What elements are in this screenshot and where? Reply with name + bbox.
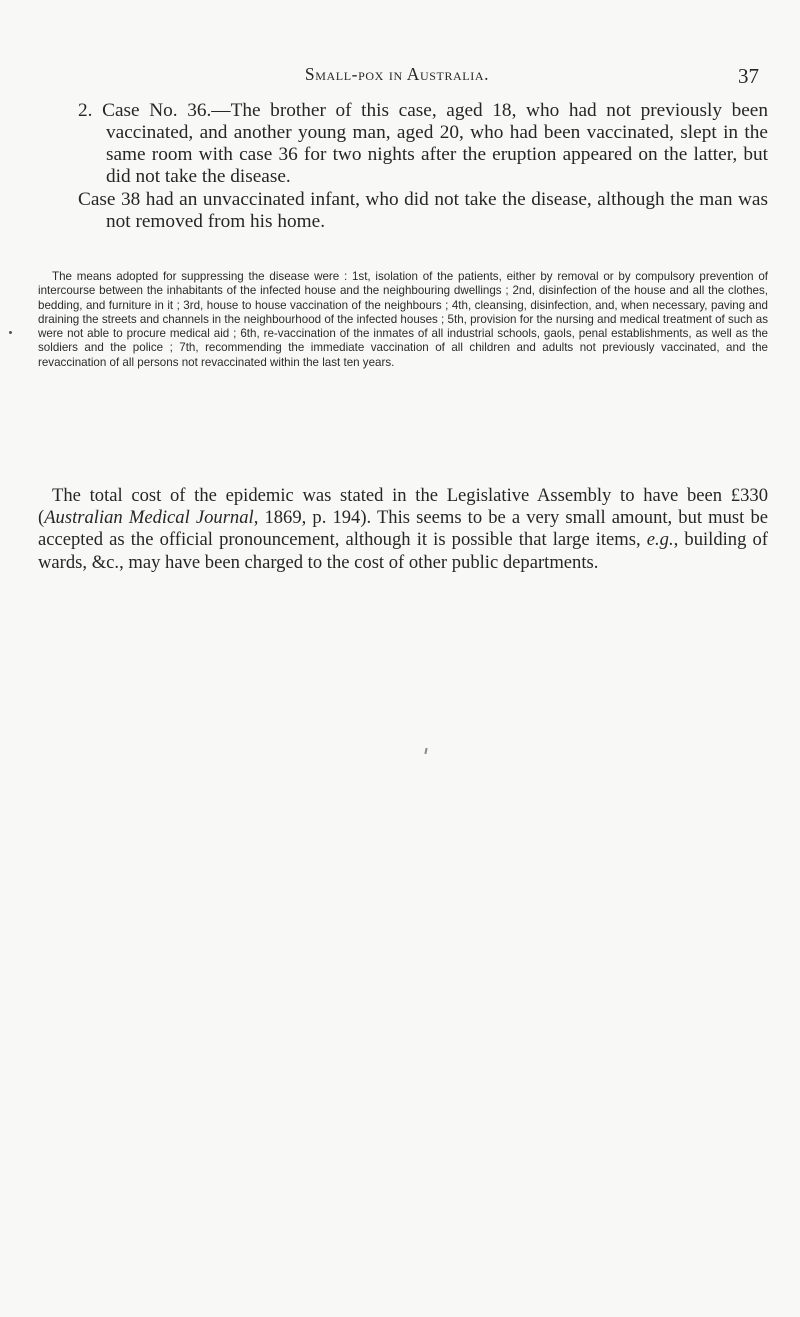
page-header [0,64,800,94]
cost-text-start: The total cost of the epidemic was stated in the Legislative Assembly to have been £330 ( [38,485,768,529]
page-number: 37 [738,64,759,88]
eg-abbreviation: e.g. [646,529,674,551]
case-38-paragraph: Case 38 had an unvaccinated infant, who did not take the disease, although the man was not removed from his home. [78,189,768,232]
stray-page-mark [424,748,427,754]
case-36-paragraph: 2. Case No. 36.—The brother of this case, aged 18, who had not previously been vaccinated, and another young man, aged 20, who had been vaccinated, slept in the same room with case 36 for two nights after the eruption appeared on the latter, but did not take the disease. [78,100,768,187]
cost-text-end: , building of wards, &c., may have been charged to the cost of other public departments. [38,529,768,573]
suppression-measures-paragraph: The means adopted for suppressing the disease were : 1st, isolation of the patients, either by removal or by compulsory prevention of intercourse between the inhabitants of the infected house and the neighbouring dwellings ; 2nd, disinfection of the house and all the clothes, bedding, and furniture in it ; 3rd, house to house vaccination of the neighbours ; 4th, cleansing, disinfection, and, when necessary, paving and draining the streets and channels in the neighbourhood of the infected houses ; 5th, provision for the nursing and medical treatment of such as were not able to procure medical aid ; 6th, re-vaccination of the inmates of all industrial schools, gaols, penal establishments, as well as the soldiers and the police ; 7th, recommending the immediate vaccination of all children and adults not previously vaccinated, and the revaccination of all persons not revaccinated within the last ten years. [38,270,768,369]
quoted-case-notes [78,100,768,233]
margin-speck [9,331,12,334]
cost-text-citation: , 1869, p. 194). This seems to be a very small amount, but must be accepted as the official pronouncement, although it is possible that large items, [38,507,768,551]
running-title: Small-pox in Australia. [304,64,490,84]
journal-title: Australian Medical Journal [44,507,254,529]
epidemic-cost-paragraph [38,485,768,574]
